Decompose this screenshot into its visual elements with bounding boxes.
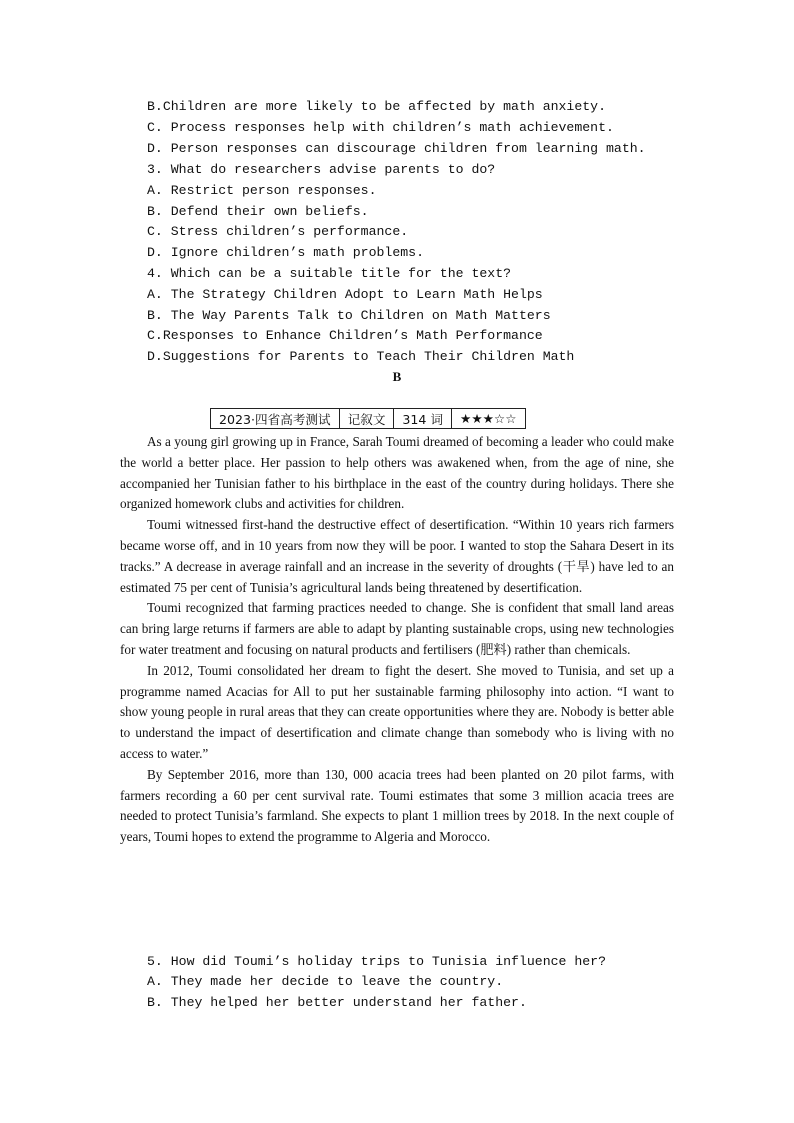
meta-source: 2023·四省高考测试	[211, 409, 340, 429]
passage-paragraph-1: As a young girl growing up in France, Sarah Toumi dreamed of becoming a leader who could make the world a better place. Her passion to help others was awakened when, from the age of nine, she accompanied her Tunisian father to his birthplace in the east of the country during holidays. There she organized homework clubs and activities for children.	[120, 434, 674, 512]
section-label: B	[392, 369, 402, 384]
q3-stem: 3. What do researchers advise parents to do?	[147, 162, 496, 177]
q2-option-d: D. Person responses can discourage children from learning math.	[147, 141, 646, 156]
meta-difficulty: ★★★☆☆	[452, 409, 525, 429]
q4-option-c: C.Responses to Enhance Children’s Math Performance	[147, 328, 543, 343]
q4-option-b: B. The Way Parents Talk to Children on Math Matters	[147, 308, 551, 323]
passage-paragraph-3: Toumi recognized that farming practices needed to change. She is confident that small land areas can bring large returns if farmers are able to adapt by planting sustainable crops, using new technologies for water treatment and focusing on natural products and fertilisers (肥料) rather than chemicals.	[120, 600, 674, 657]
passage-paragraph-5: By September 2016, more than 130, 000 acacia trees had been planted on 20 pilot farms, with farmers recording a 60 per cent survival rate. Toumi estimates that some 3 million acacia trees are needed to protect Tunisia’s farmland. She expects to plant 1 million trees by 2018. In the next couple of years, Toumi hopes to extend the programme to Algeria and Morocco.	[120, 766, 674, 845]
q4-option-a: A. The Strategy Children Adopt to Learn Math Helps	[147, 287, 543, 302]
passage	[120, 432, 674, 848]
q2-option-c: C. Process responses help with children’s math achievement.	[147, 120, 614, 135]
q5-stem: 5. How did Toumi’s holiday trips to Tunisia influence her?	[147, 954, 606, 969]
q5-option-b: B. They helped her better understand her father.	[147, 995, 527, 1010]
q3-option-a: A. Restrict person responses.	[147, 183, 377, 198]
q5-option-a: A. They made her decide to leave the country.	[147, 974, 504, 989]
passage-paragraph-4: In 2012, Toumi consolidated her dream to fight the desert. She moved to Tunisia, and set up a programme named Acacias for All to put her sustainable farming philosophy into action. “I want to show young people in rural areas that they can create opportunities where they are. Nobody is better able to understand the impact of desertification and climate change than somebody who is living with no access to water.”	[120, 662, 674, 761]
q3-option-b: B. Defend their own beliefs.	[147, 204, 369, 219]
passage-paragraph-2: Toumi witnessed first-hand the destructive effect of desertification. “Within 10 years rich farmers became worse off, and in 10 years from now they will be poor. I wanted to stop the Sahara Desert in its tracks.” A decrease in average rainfall and an increase in the severity of droughts (干旱) have led to an estimated 75 per cent of Tunisia’s agricultural lands being threatened by desertification.	[120, 517, 674, 595]
meta-word-count: 314 词	[394, 409, 452, 429]
q4-stem: 4. Which can be a suitable title for the text?	[147, 266, 512, 281]
passage-meta-table	[210, 408, 526, 429]
q3-option-c: C. Stress children’s performance.	[147, 224, 409, 239]
q4-option-d: D.Suggestions for Parents to Teach Their Children Math	[147, 349, 575, 364]
q2-option-b: B.Children are more likely to be affected by math anxiety.	[147, 99, 606, 114]
q3-option-d: D. Ignore children’s math problems.	[147, 245, 424, 260]
meta-genre: 记叙文	[339, 409, 394, 429]
